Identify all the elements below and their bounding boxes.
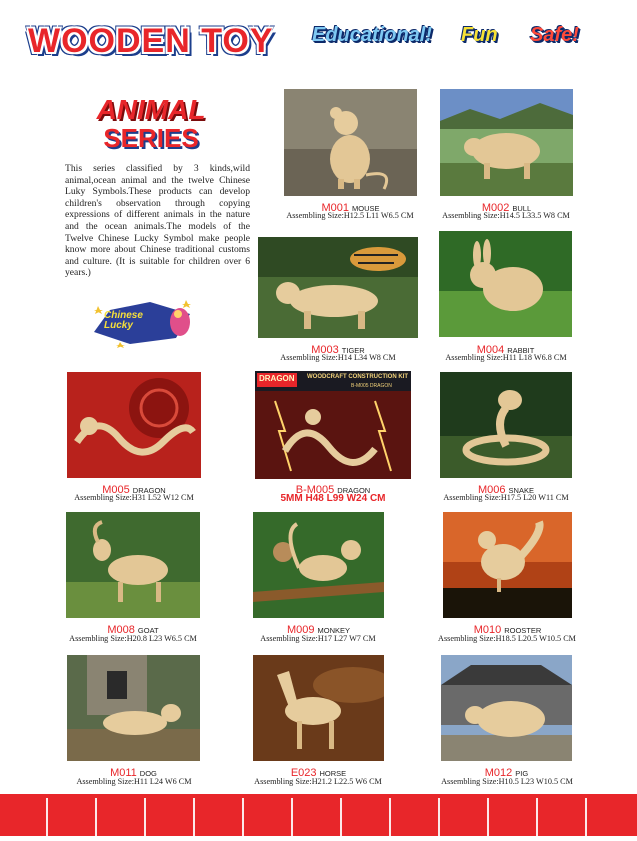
series-title-line2: SERIES <box>103 123 199 153</box>
slogan-fun: Fun <box>461 24 498 46</box>
product-size: Assembling Size:H10.5 L23 W10.5 CM <box>441 777 573 786</box>
kit-box-subtitle: B-M005 DRAGON <box>351 383 392 389</box>
product-size: Assembling Size:H20.8 L23 W6.5 CM <box>69 634 197 643</box>
brand-logo: WOODEN TOY <box>28 22 274 60</box>
product-name: HORSE <box>319 769 347 778</box>
product-size: Assembling Size:H18.5 L20.5 W10.5 CM <box>438 634 576 643</box>
product-photo-rooster <box>443 512 572 618</box>
product-name: ROOSTER <box>504 626 542 635</box>
product-size: Assembling Size:H12.5 L11 W6.5 CM <box>286 211 414 220</box>
product-code: M002 <box>481 202 510 214</box>
chinese-lucky-badge <box>90 292 202 348</box>
product-code: M006 <box>478 484 506 496</box>
series-description: This series classified by 3 kinds,wild animal,ocean animal and the twelve Chinese Luky Symbols.These products can develop children's observation through copying expressions of different animals in the nature and the ocean animals.The models of the Twelve Chinese Lucky Symbol make people know more about Chinese traditional customs and culture. (It is suitable for children over 6 years.) <box>65 163 250 279</box>
product-name: BULL <box>512 204 532 213</box>
badge-text: Chinese Lucky <box>104 310 143 331</box>
slogan-educational: Educational! <box>312 24 433 46</box>
product-name: PIG <box>515 769 529 778</box>
series-title <box>76 96 226 152</box>
product-code: B-M005 <box>295 484 335 496</box>
product-name: DOG <box>139 769 157 778</box>
product-code: M009 <box>286 624 315 636</box>
product-photo-goat <box>66 512 200 618</box>
footer-scallop <box>0 794 637 836</box>
product-photo-dragon <box>67 372 201 478</box>
product-name: RABBIT <box>507 346 535 355</box>
product-code: M004 <box>476 344 505 356</box>
product-code: M011 <box>110 767 137 779</box>
product-size: Assembling Size:H14 L34 W8 CM <box>280 353 396 362</box>
product-photo-rabbit <box>439 231 572 337</box>
product-name: DRAGON <box>337 486 371 495</box>
product-name: MOUSE <box>352 204 380 213</box>
product-code: M012 <box>484 767 513 779</box>
product-photo-dragon-kit <box>255 371 411 479</box>
slogan-safe: Safe! <box>530 24 579 46</box>
product-photo-tiger <box>258 237 418 338</box>
product-size: Assembling Size:H31 L52 W12 CM <box>74 493 194 502</box>
product-name: DRAGON <box>132 486 166 495</box>
product-size: Assembling Size:H17.5 L20 W11 CM <box>443 493 569 502</box>
product-name: GOAT <box>137 626 159 635</box>
product-size: Assembling Size:H17 L27 W7 CM <box>260 634 376 643</box>
product-size: 5MM H48 L99 W24 CM <box>280 493 386 504</box>
product-size: Assembling Size:H11 L24 W6 CM <box>76 777 192 786</box>
product-name: SNAKE <box>508 486 534 495</box>
product-code: M001 <box>321 202 349 214</box>
series-title-line1: ANIMAL <box>96 94 206 125</box>
product-photo-mouse <box>284 89 417 196</box>
footer-band <box>0 794 637 836</box>
product-code: E023 <box>290 767 317 779</box>
product-name: TIGER <box>341 346 365 355</box>
product-photo-horse <box>253 655 384 761</box>
product-photo-bull <box>440 89 573 196</box>
product-photo-dog <box>67 655 200 761</box>
product-code: M003 <box>311 344 339 356</box>
product-photo-snake <box>440 372 572 478</box>
product-name: MONKEY <box>317 626 351 635</box>
product-photo-monkey <box>253 512 384 618</box>
kit-box-brand: DRAGON <box>259 374 295 383</box>
product-code: M008 <box>107 624 135 636</box>
product-size: Assembling Size:H14.5 L33.5 W8 CM <box>442 211 570 220</box>
product-code: M005 <box>102 484 130 496</box>
product-size: Assembling Size:H11 L18 W6.8 CM <box>445 353 567 362</box>
product-photo-pig <box>441 655 572 761</box>
product-size: Assembling Size:H21.2 L22.5 W6 CM <box>254 777 382 786</box>
kit-box-title: WOODCRAFT CONSTRUCTION KIT <box>307 374 408 380</box>
product-code: M010 <box>473 624 502 636</box>
